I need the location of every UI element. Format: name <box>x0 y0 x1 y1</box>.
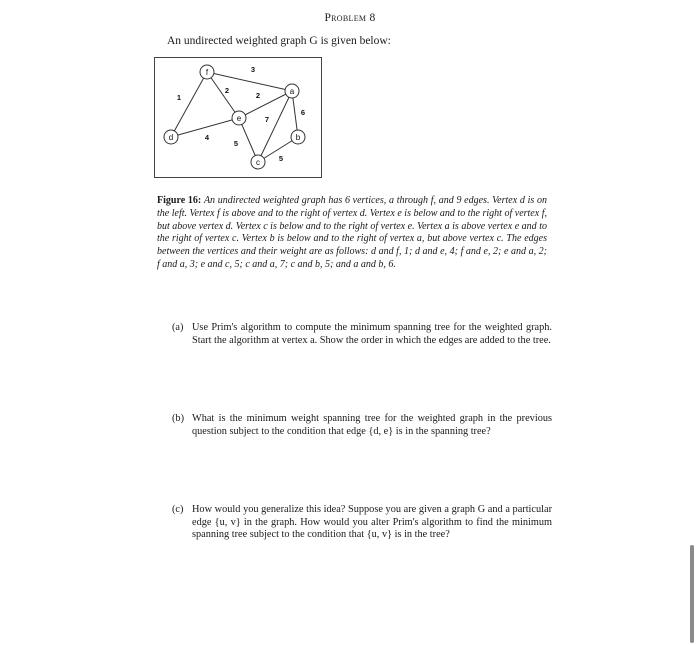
question-b <box>172 413 552 438</box>
vertex-a <box>285 84 299 98</box>
edge-weight-e-a: 2 <box>255 91 261 100</box>
edge-weight-c-b: 5 <box>278 154 284 163</box>
edge-weight-d-e: 4 <box>204 133 210 142</box>
figure-caption-text: An undirected weighted graph has 6 vertices, a through f, and 9 edges. Vertex d is on the left. Vertex f is above and to the right of vertex d. Vertex e is below and to the right of vertex f, but above vertex d. Vertex c is below and to the right of vertex e. Vertex a is above vertex e and to the right of vertex c. Vertex b is below and to the right of vertex a, but above vertex c. The edges between the vertices and their weight are as follows: d and f, 1; d and e, 4; f and e, 2; e and a, 2; f and a, 3; e and c, 5; c and a, 7; c and b, 5; and a and b, 6. <box>157 195 548 270</box>
graph-figure <box>154 57 322 178</box>
vertex-label-d: d <box>168 133 174 142</box>
vertex-label-f: f <box>205 68 209 77</box>
edge-weight-e-c: 5 <box>233 139 239 148</box>
intro-text: An undirected weighted graph G is given below: <box>167 35 391 47</box>
graph-diagram <box>155 58 323 179</box>
vertex-b <box>291 130 305 144</box>
vertex-label-b: b <box>295 133 301 142</box>
scrollbar-thumb[interactable] <box>690 545 694 643</box>
question-a-text: Use Prim's algorithm to compute the minimum spanning tree for the weighted graph. Start the algorithm at vertex a. Show the order in which the edges are added to the tree. <box>192 322 552 346</box>
vertex-d <box>164 130 178 144</box>
question-c <box>172 504 552 542</box>
vertex-label-a: a <box>289 87 295 96</box>
edge-f-a <box>207 72 292 91</box>
question-c-label: (c) <box>172 504 184 515</box>
edge-weight-c-a: 7 <box>264 115 270 124</box>
question-b-label: (b) <box>172 413 185 424</box>
question-c-text: How would you generalize this idea? Suppose you are given a graph G and a particular edge {u, v} in the graph. How would you alter Prim's algorithm to find the minimum spanning tree subject to the condition that {u, v} is in the tree? <box>192 504 552 540</box>
edge-e-a <box>239 91 292 118</box>
edge-weight-d-f: 1 <box>176 93 182 102</box>
question-a-label: (a) <box>172 322 184 333</box>
edge-weight-f-a: 3 <box>250 65 256 74</box>
question-a <box>172 322 552 347</box>
vertex-label-e: e <box>236 114 242 123</box>
question-b-text: What is the minimum weight spanning tree for the weighted graph in the previous question subject to the condition that edge {d, e} is in the spanning tree? <box>192 413 552 437</box>
edge-d-f <box>171 72 207 137</box>
problem-title: Problem 8 <box>324 12 376 24</box>
vertex-f <box>200 65 214 79</box>
vertex-e <box>232 111 246 125</box>
edge-weight-a-b: 6 <box>300 108 306 117</box>
edge-weight-f-e: 2 <box>224 86 230 95</box>
vertex-c <box>251 155 265 169</box>
figure-label: Figure 16: <box>157 195 202 206</box>
edge-f-e <box>207 72 239 118</box>
vertex-label-c: c <box>256 158 260 167</box>
figure-caption <box>157 195 547 272</box>
